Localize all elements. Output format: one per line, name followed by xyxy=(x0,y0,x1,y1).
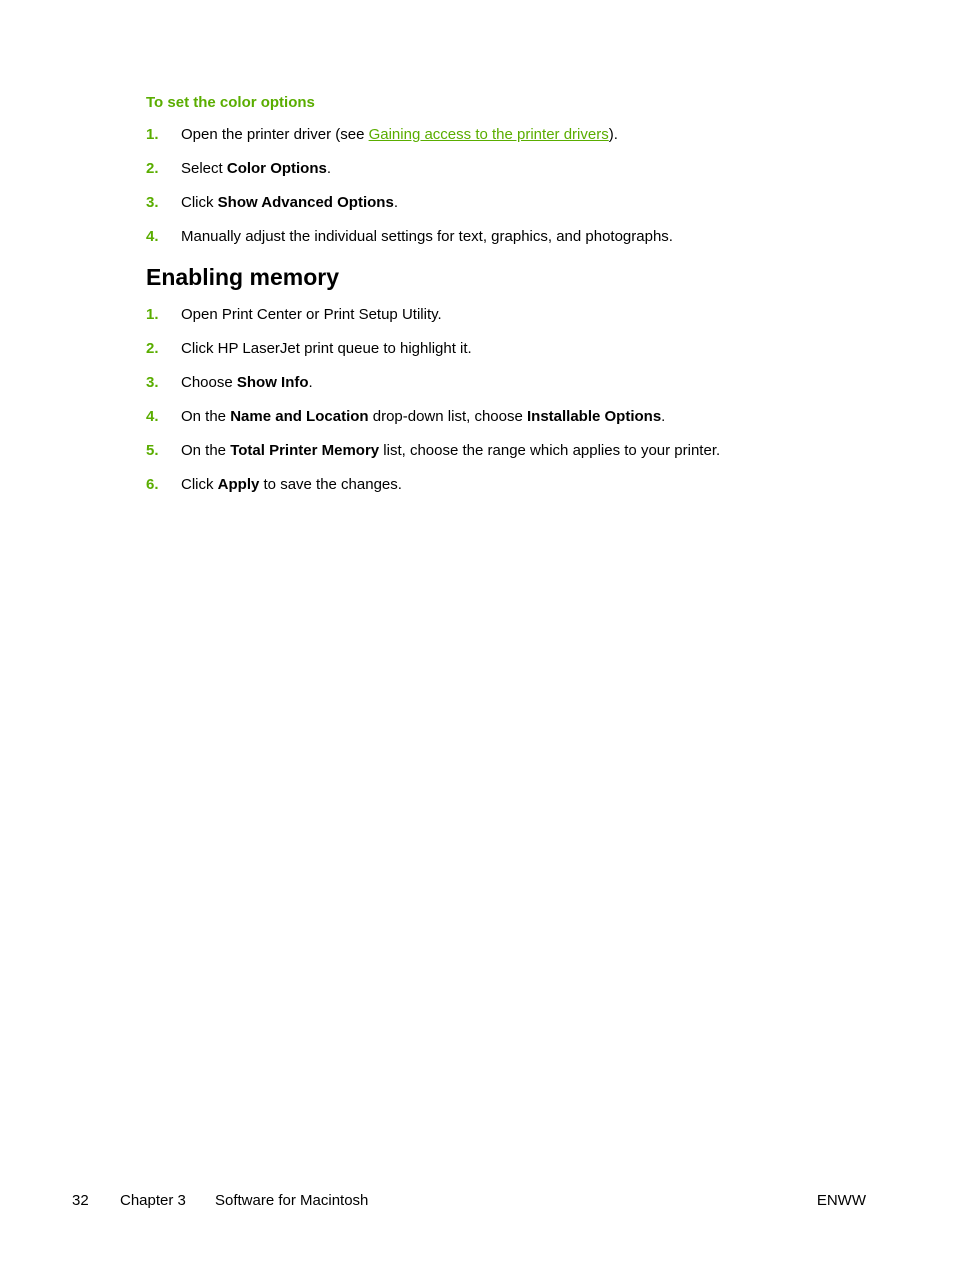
step-text-part: to save the changes. xyxy=(259,476,402,493)
step-number: 2. xyxy=(146,340,159,357)
step-text-bold: Total Printer Memory xyxy=(230,442,380,459)
step-text-part: drop-down list, choose xyxy=(368,408,527,425)
step-text-part: Choose xyxy=(181,374,237,391)
step-number: 3. xyxy=(146,374,159,391)
step-text-part: . xyxy=(661,408,666,425)
step-text xyxy=(181,340,472,358)
step-text-bold: Apply xyxy=(217,476,260,493)
step-text-bold: Show Advanced Options xyxy=(217,194,394,211)
footer-chapter: Chapter 3 xyxy=(120,1192,186,1209)
step-text-part: Open Print Center or Print Setup Utility. xyxy=(181,306,442,323)
footer-page-number: 32 xyxy=(72,1192,89,1209)
step-number: 2. xyxy=(146,160,159,177)
section-heading-enabling-memory: Enabling memory xyxy=(146,264,339,290)
step-text xyxy=(181,160,331,178)
step-text-part: Open the printer driver (see xyxy=(181,126,369,143)
step-text xyxy=(181,408,665,426)
step-text-part: list, choose the range which applies to your printer. xyxy=(379,442,721,459)
step-text-bold: Show Info xyxy=(236,374,309,391)
step-text-bold: Color Options xyxy=(226,160,327,177)
step-text-bold: Name and Location xyxy=(230,408,369,425)
step-number: 1. xyxy=(146,306,159,323)
step-text-part: Manually adjust the individual settings for text, graphics, and photographs. xyxy=(181,228,673,245)
step-number: 3. xyxy=(146,194,159,211)
step-text xyxy=(181,476,402,494)
step-text-part: Click xyxy=(181,476,218,493)
step-text-part: ). xyxy=(608,126,618,143)
subheading-color-options: To set the color options xyxy=(146,94,315,111)
step-text-part: . xyxy=(393,194,398,211)
step-number: 1. xyxy=(146,126,159,143)
step-text-bold: Installable Options xyxy=(526,408,662,425)
step-text xyxy=(181,374,313,392)
step-text-part: Click HP LaserJet print queue to highlight it. xyxy=(181,340,472,357)
step-text xyxy=(181,442,720,460)
step-text-part: On the xyxy=(181,442,231,459)
step-text xyxy=(181,306,442,324)
step-text-part: Click xyxy=(181,194,218,211)
step-text-part: . xyxy=(326,160,332,177)
step-text-part: Select xyxy=(181,160,227,177)
printer-drivers-link[interactable]: Gaining access to the printer drivers xyxy=(368,126,609,143)
step-text-part: . xyxy=(308,374,313,391)
step-text xyxy=(181,228,673,246)
step-number: 5. xyxy=(146,442,159,459)
step-number: 4. xyxy=(146,228,159,245)
step-text-part: On the xyxy=(181,408,231,425)
step-number: 4. xyxy=(146,408,159,425)
footer-chapter-title: Software for Macintosh xyxy=(215,1192,369,1209)
step-number: 6. xyxy=(146,476,159,493)
step-text xyxy=(181,194,398,212)
step-text xyxy=(181,126,618,144)
footer-doc-code: ENWW xyxy=(816,1192,866,1209)
